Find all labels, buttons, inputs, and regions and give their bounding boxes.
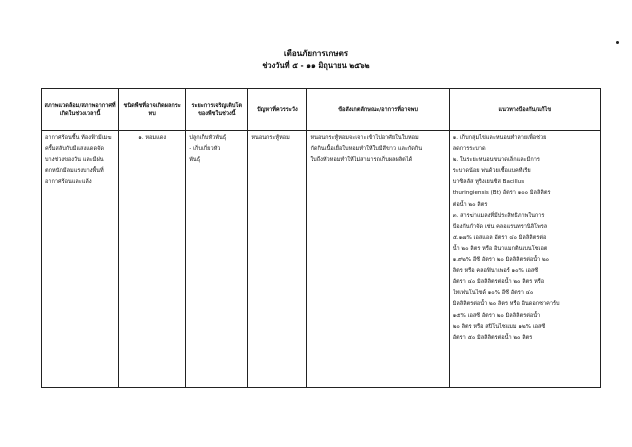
cell-symptoms xyxy=(307,131,449,388)
document-subtitle: ช่วงวันที่ ๕ - ๑๑ มิถุนายน ๒๕๖๒ xyxy=(262,61,370,70)
cell-line: ใบถึงหัวหอมทำให้ไม่สามารถเก็บผลผลิตได้ xyxy=(310,157,413,164)
warning-table xyxy=(41,88,601,388)
header-symptoms: ข้อสังเกตลักษณะ/อาการที่อาจพบ xyxy=(307,89,449,131)
cell-line: ๑. หอมแดง xyxy=(138,135,167,141)
cell-line: ลิตร หรือ คลอฟินาเพอร์ ๑๐% เอสซี xyxy=(452,268,539,275)
header-prevention: แนวทางป้องกัน/แก้ไข xyxy=(449,89,600,131)
cell-line: อากาศร้อนชื้น ท้องฟ้ามีเมฆ xyxy=(45,135,112,141)
cell-line: ตกหนักมีลมแรงบางพื้นที่ xyxy=(45,168,104,175)
cell-line: อัตรา ๔๐ มิลลิลิตรต่อน้ำ ๒๐ ลิตร หรือ xyxy=(452,279,545,286)
cell-line: ไทเฟนโนไซด์ ๑๐% อีซี อัตรา ๔๐ xyxy=(452,290,534,297)
cell-line: บาซิลลัส ทูริงเยนซิส Bacillus xyxy=(452,179,525,186)
cell-prevention xyxy=(449,131,600,388)
header-crop: ชนิดพืชที่อาจเกิดผลกระทบ xyxy=(119,89,186,131)
cell-line: พันธุ์ xyxy=(189,157,201,164)
cell-line: ๓. สารฆ่าแมลงที่มีประสิทธิภาพในการ xyxy=(452,212,545,219)
cell-line: น้ำ ๒๐ ลิตร หรือ อินาแมกตินเบนโซเอต xyxy=(452,245,548,252)
cell-line: thuringiensis (Bt) อัตรา ๑๐๐ มิลลิลิตร xyxy=(452,190,551,197)
cell-line: บางช่วงของวัน และมีฝน xyxy=(45,157,104,164)
cell-line: ๑. เก็บกลุ่มไข่และหนอนทำลายเพื่อช่วย xyxy=(452,135,547,141)
cell-problem xyxy=(248,131,307,388)
cell-line: ๑.๙๒% อีซี อัตรา ๒๐ มิลลิลิตรต่อน้ำ ๒๐ xyxy=(452,257,550,264)
cell-environment xyxy=(42,131,119,388)
cell-line: ปลูกเก็บหัวพันธุ์ xyxy=(189,135,227,141)
cell-line: ๒. ในระยะหนอนขนาดเล็กและมีการ xyxy=(452,157,540,164)
cell-line: อากาศร้อนและแล้ง xyxy=(45,179,92,186)
cell-line: ๕.๑๗% เอสแอล อัตรา ๔๐ มิลลิลิตรต่อ xyxy=(452,234,547,241)
cell-line: หนอนกระทู้หอมจะเจาะเข้าไปอาศัยในใบหอม xyxy=(310,135,419,141)
cell-line: ลดการระบาด xyxy=(452,146,486,153)
cell-stage xyxy=(186,131,248,388)
cell-line: มิลลิลิตรต่อน้ำ ๒๐ ลิตร หรือ อินดอกซาคาร์บ xyxy=(452,301,560,308)
table-row xyxy=(42,131,601,388)
cell-line: ครึ้มสลับกับมีแสงแดดจัด xyxy=(45,146,104,153)
cell-line: อัตรา ๕๐ มิลลิลิตรต่อน้ำ ๒๐ ลิตร xyxy=(452,334,533,341)
document-title: เตือนภัยการเกษตร xyxy=(283,49,349,58)
cell-line: - เก็บเกี่ยวหัว xyxy=(189,146,221,153)
header-problem: ปัญหาที่ควรระวัง xyxy=(248,89,307,131)
cell-line: ต่อน้ำ ๒๐ ลิตร xyxy=(452,201,488,208)
cell-line: ๑๕% เอสซี อัตรา ๒๐ มิลลิลิตรต่อน้ำ xyxy=(452,312,541,319)
scan-speck xyxy=(616,41,619,44)
cell-line: หนอนกระทู้หอม xyxy=(251,135,290,141)
cell-line: ป้องกันกำจัด เช่น คลอแรนทรานิลิโพรล xyxy=(452,223,548,230)
header-stage: ระยะการเจริญเติบโตของพืชในช่วงนี้ xyxy=(186,89,248,131)
cell-line: กัดกินเนื้อเยื่อใบหอมทำให้ใบมีสีขาว และกัดกิน xyxy=(310,146,423,153)
table-header-row xyxy=(42,89,601,131)
cell-crop xyxy=(119,131,186,388)
cell-line: ระบาดน้อย พ่นด้วยเชื้อแบคทีเรีย xyxy=(452,168,531,175)
cell-line: ๒๐ ลิตร หรือ สปิโนไซแมม ๑๒% เอสซี xyxy=(452,323,546,330)
header-environment: สภาพแวดล้อม/สภาพอากาศที่เกิดในช่วงเวลานี้ xyxy=(42,89,119,131)
